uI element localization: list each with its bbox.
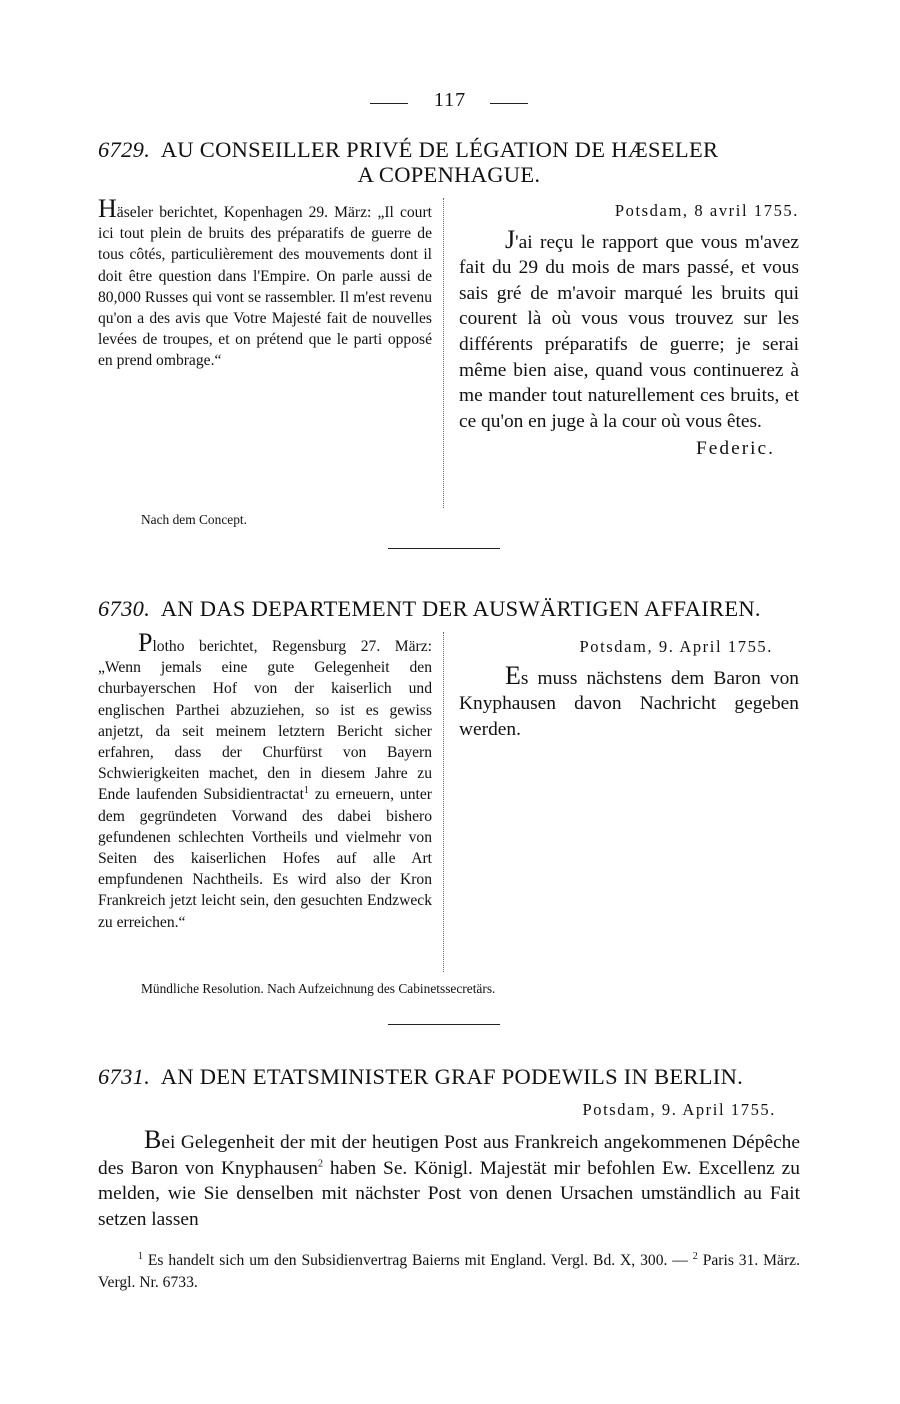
- dateline: Potsdam, 8 avril 1755.: [614, 201, 799, 220]
- reply-text: 'ai reçu le rapport que vous m'avez fait du 29 du mois de mars passé, et vous sais gré de m'avoir marqué les bruits qui courent là où vous vous trouvez sur les différents préparatifs de guerre; je serai même bien aise, quand vous continuerez à me mander tout naturellement ces bruits, et ce qu'on en juge à la cour où vous êtes.: [459, 231, 799, 432]
- dateline: Potsdam, 9. April 1755.: [582, 1100, 776, 1119]
- header-rule-left: [370, 103, 408, 104]
- report-text: äseler berichtet, Kopenhagen 29. März: „Il court ici tout plein de bruits des préparatifs de guerre de tous côtés, particulièrement des mouvements dont il doit être question dans l'Empire. On parle aussi de 80,000 Russes qui vont se rassembler. Il m'est revenu qu'on a des avis que Votre Majesté fait de nouvelles levées de troupes, et on prétend que le parti opposé en prend ombrage.“: [98, 204, 432, 370]
- header-rule-right: [490, 103, 528, 104]
- footnote-mark: 2: [692, 1250, 698, 1262]
- footnote-text: Paris 31. März. Vergl. Nr. 6733.: [98, 1252, 800, 1291]
- section-divider: [388, 1024, 500, 1025]
- letter-heading: [98, 596, 800, 622]
- section-divider: [388, 548, 500, 549]
- letter-title: AU CONSEILLER PRIVÉ DE LÉGATION DE HÆSELER: [160, 137, 719, 162]
- drop-initial: P: [138, 628, 153, 657]
- footnote-text: Es handelt sich um den Subsidienvertrag Baierns mit England. Vergl. Bd. X, 300. —: [143, 1252, 693, 1269]
- reply: [459, 198, 799, 462]
- column-separator: [443, 632, 444, 972]
- letter-heading: [98, 1064, 800, 1090]
- drop-initial: B: [144, 1125, 162, 1154]
- letter-number: 6730.: [98, 596, 151, 621]
- drop-initial: H: [98, 194, 117, 223]
- reply: [459, 634, 799, 742]
- body-text: ei Gelegenheit der mit der heutigen Post aus Frankreich angekommenen Dépêche des Baron von Knyphausen: [98, 1132, 800, 1179]
- body-text-continued: haben Se. Königl. Majestät mir befohlen Ew. Excellenz zu melden, wie Sie denselben mit nächster Post von denen Ursachen umständlich au Fait setzen lassen: [98, 1157, 800, 1230]
- drop-initial: E: [505, 660, 521, 690]
- footnote-mark: 1: [303, 785, 309, 797]
- letter-title: AN DEN ETATSMINISTER GRAF PODEWILS IN BERLIN.: [160, 1064, 744, 1089]
- footnote-mark: 2: [317, 1158, 323, 1170]
- column-separator: [443, 198, 444, 508]
- report-summary: [98, 630, 432, 933]
- page-number: 117: [433, 89, 467, 111]
- report-summary: [98, 196, 432, 372]
- source-note: Mündliche Resolution. Nach Aufzeichnung des Cabinetssecretärs.: [141, 981, 496, 996]
- signature: Federic.: [696, 438, 775, 460]
- drop-initial: J: [505, 224, 516, 254]
- letter-number: 6731.: [98, 1064, 151, 1089]
- footnotes: [98, 1250, 800, 1293]
- reply-text: s muss nächstens dem Baron von Knyphausen davon Nachricht gegeben werden.: [459, 667, 799, 740]
- letter-title-line2: A COPENHAGUE.: [357, 162, 541, 187]
- dateline: Potsdam, 9. April 1755.: [579, 637, 773, 656]
- report-text-continued: zu erneuern, unter dem gegründeten Vorwand des dabei bishero gefundenen schlechten Vortheils und vielmehr von Seiten des kaiserlichen Hofes auf alle Art empfundenen Nachtheils. Es wird also der Kron Frankreich jetzt leicht sein, den gesuchten Endzweck zu erreichen.“: [98, 786, 432, 931]
- footnote-mark: 1: [138, 1250, 143, 1262]
- letter-title: AN DAS DEPARTEMENT DER AUSWÄRTIGEN AFFAIREN.: [160, 596, 761, 621]
- source-note: Nach dem Concept.: [141, 512, 247, 527]
- letter-heading: [98, 137, 800, 163]
- report-text: lotho berichtet, Regensburg 27. März: „Wenn jemals eine gute Gelegenheit den churbayerschen Hof von der kaiserlich und englischen Parthei abzuziehen, so ist es gewiss anjetzt, da seit meinem letztern Bericht sicher erfahren, dass der Churfürst von Bayern Schwierigkeiten machet, den in diesem Jahre zu Ende laufenden Subsidientractat: [98, 638, 432, 804]
- letter-number: 6729.: [98, 137, 151, 162]
- letter-body: [98, 1127, 800, 1232]
